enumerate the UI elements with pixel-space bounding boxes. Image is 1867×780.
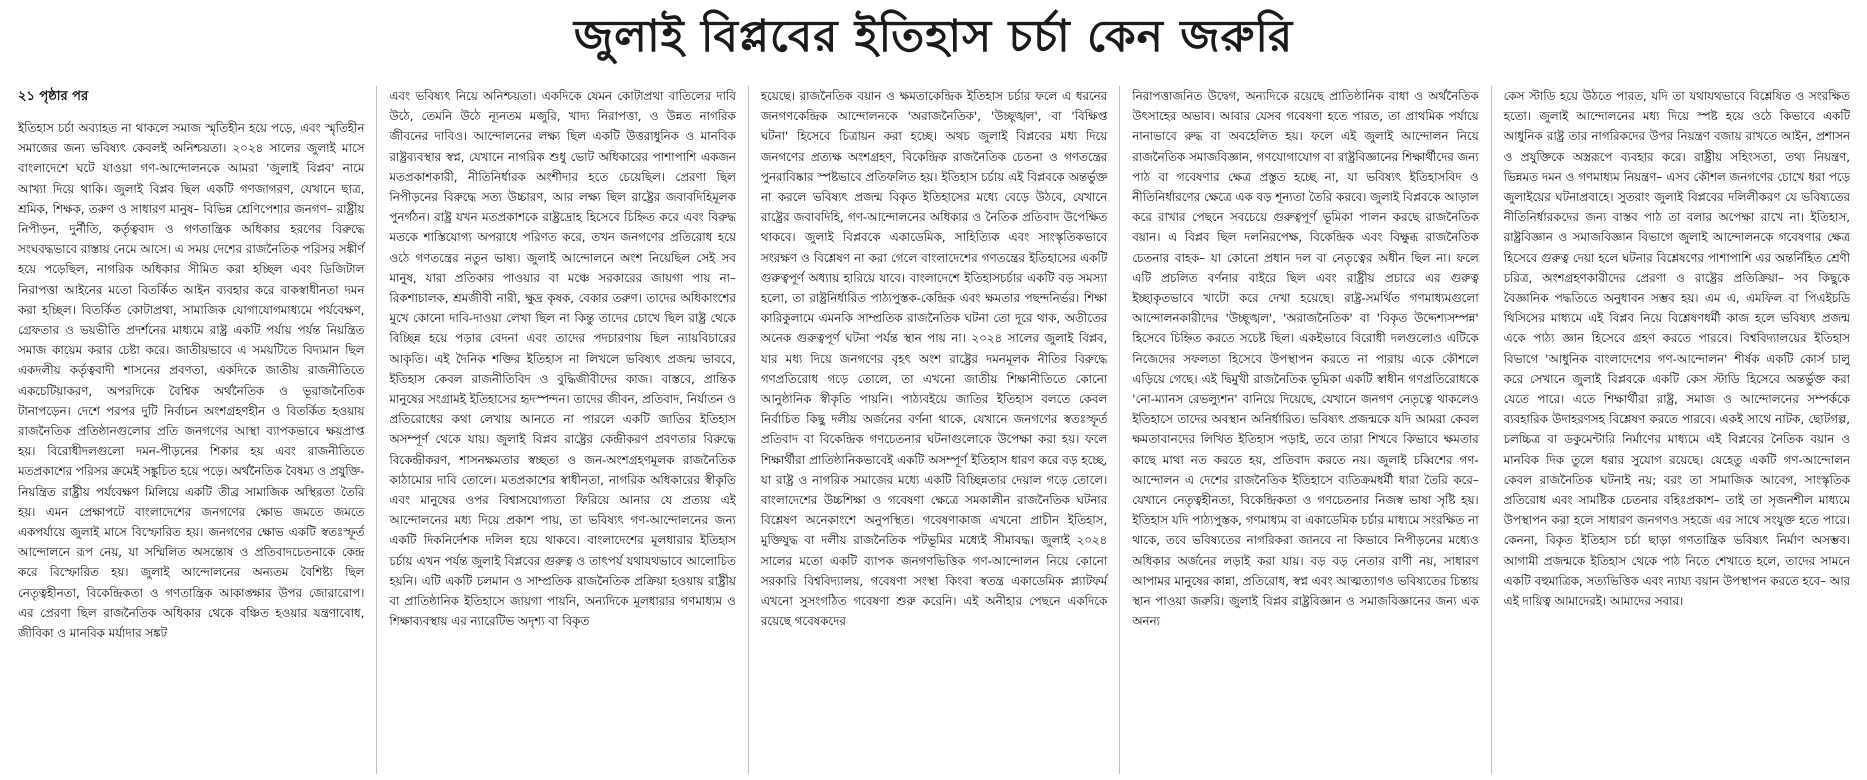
column-text: নিরাপত্তাজনিত উদ্বেগ, অন্যদিকে রয়েছে প্রাতিষ্ঠানিক বাধা ও অর্থনৈতিক উৎসাহের অভাব। আবার যেসব গবেষণা হতে পারত, তা প্রাথমিক পর্যায়ে নানাভাবে রুদ্ধ বা অবহেলিত হয়। ফলে এই জুলাই আন্দোলন নিয়ে রাজনৈতিক সমাজবিজ্ঞান, গণযোগাযোগ বা রাষ্ট্রবিজ্ঞানের শিক্ষার্থীদের জন্য পাঠ বা গবেষণার ক্ষেত্র প্রস্তুত হচ্ছে না, যা ভবিষ্যৎ ইতিহাসবিদ ও নীতিনির্ধারণের ক্ষেত্রে এক বড় শূন্যতা তৈরি করবে। জুলাই বিপ্লবকে আড়াল করে রাখার পেছনে সবচেয়ে গুরুত্বপূর্ণ ভূমিকা পালন করছে রাজনৈতিক বয়ান। এ বিপ্লব ছিল দলনিরপেক্ষ, বিকেন্দ্রিক এবং বিক্ষুব্ধ রাজনৈতিক চেতনার বাহক– যা কোনো প্রধান দল বা নেতৃত্বের অধীন ছিল না। ফলে এটি প্রচলিত বর্ণনার বাইরে ছিল এবং রাষ্ট্রীয় প্রচারে এর গুরুত্ব ইচ্ছাকৃতভাবে খাটো করে দেখা হয়েছে। রাষ্ট্র-সমর্থিত গণমাধ্যমগুলো আন্দোলনকারীদের 'উচ্ছৃঙ্খল', 'অরাজনৈতিক' বা 'বিকৃত উদ্দেশ্যসম্পন্ন' হিসেবে চিহ্নিত করতে সচেষ্ট ছিল। একইভাবে বিরোধী দলগুলোও এটিকে নিজেদের সফলতা হিসেবে উপস্থাপন করতে না পারায় একে কৌশলে এড়িয়ে গেছে। এই দ্বিমুখী রাজনৈতিক ভূমিকা একটি স্বাধীন গণপ্রতিরোধকে 'নো-ম্যানস রেভল্যুশন' বানিয়ে দিয়েছে, যেখানে জনগণ নেতৃত্বে থাকলেও ইতিহাসে তাদের অবস্থান অনির্ধারিত। ভবিষ্যৎ প্রজন্মকে যদি আমরা কেবল ক্ষমতাবানদের লিখিত ইতিহাস পড়াই, তবে তারা শিখবে কিভাবে ক্ষমতার কাছে মাথা নত করতে হয়, প্রতিবাদ করতে নয়। জুলাই চব্বিশের গণ-আন্দোলন এ দেশের রাজনৈতিক ইতিহাসে ব্যতিক্রমধর্মী ধারা তৈরি করে– যেখানে নেতৃত্বহীনতা, বিকেন্দ্রিকতা ও গণচেতনার নিজস্ব ভাষা সৃষ্টি হয়। ইতিহাস যদি পাঠ্যপুস্তক, গণমাধ্যম বা একাডেমিক চর্চার মাধ্যমে সংরক্ষিত না থাকে, তবে ভবিষ্যতের নাগরিকরা জানবে না কিভাবে নিপীড়নের মধ্যেও অধিকার অর্জনের লড়াই করা যায়। বড় বড় নেতার বাণী নয়, সাধারণ আপামর মানুষের কান্না, প্রতিরোধ, স্বপ্ন এবং আত্মত্যাগও ভবিষ্যতের চিন্তায় স্থান পাওয়া জরুরি। জুলাই বিপ্লব রাষ্ট্রবিজ্ঞান ও সমাজবিজ্ঞানের জন্য এক অনন্য	[1132, 89, 1479, 629]
article-column-1	[18, 86, 376, 774]
column-text: এবং ভবিষ্যৎ নিয়ে অনিশ্চয়তা। একদিকে যেমন কোটাপ্রথা বাতিলের দাবি উঠে, তেমনি উঠে ন্যূনতম মজুরি, খাদ্য নিরাপত্তা, ও উন্নত নাগরিক জীবনের দাবিও। আন্দোলনের লক্ষ্য ছিল একটি উত্তরাধুনিক ও মানবিক রাষ্ট্রব্যবস্থার স্বপ্ন, যেখানে নাগরিক শুধু ভোট অধিকারের পাশাপাশি একজন মতপ্রকাশকারী, নীতিনির্ধারক অংশীদার হতে চেয়েছিল। প্রেরণা ছিল নিপীড়নের বিরুদ্ধে সত্য উচ্চারণ, আর লক্ষ্য ছিল রাষ্ট্রের জবাবদিহিমূলক পুনর্গঠন। রাষ্ট্র যখন মতপ্রকাশকে রাষ্ট্রদ্রোহ হিসেবে চিহ্নিত করে এবং বিরুদ্ধ মতকে শাস্তিযোগ্য অপরাধে পরিণত করে, তখন জনগণের প্রতিরোধ হয়ে ওঠে গণতন্ত্রের নতুন ভাষ্য। জুলাই আন্দোলনে অংশ নিয়েছিল সেই সব মানুষ, যারা প্রতিকার পাওয়ার বা মঞ্চে সরকারের জায়গা পায় না– রিকশাচালক, শ্রমজীবী নারী, ক্ষুদ্র কৃষক, বেকার তরুণ। তাদের অধিকাংশের মুখে কোনো দাবি-দাওয়া লেখা ছিল না কিন্তু তাদের চোখে ছিল রাষ্ট্র থেকে বিচ্ছিন্ন হয়ে পড়ার বেদনা এবং তাদের পদচারণায় ছিল ন্যায়বিচারের আকৃতি। এই দৈনিক শক্তির ইতিহাস না লিখলে ভবিষ্যৎ প্রজন্ম ভাববে, ইতিহাস কেবল রাজনীতিবিদ ও বুদ্ধিজীবীদের কাজ। বাস্তবে, প্রান্তিক মানুষের সংগ্রামই ইতিহাসের হৃদস্পন্দন। তাদের জীবন, প্রতিবাদ, নির্যাতন ও প্রতিরোধের কথা লেখায় আনতে না পারলে একটি জাতির ইতিহাস অসম্পূর্ণ থেকে যায়। জুলাই বিপ্লব রাষ্ট্রের কেন্দ্রীকরণ প্রবণতার বিরুদ্ধে বিকেন্দ্রীকরণ, শাসনক্ষমতার স্বচ্ছতা ও জন-অংশগ্রহণমূলক রাজনৈতিক কাঠামোর দাবি তোলে। মতপ্রকাশের স্বাধীনতা, নাগরিক অধিকারের স্বীকৃতি এবং মানুষের ওপর বিশ্বাসযোগ্যতা ফিরিয়ে আনার যে প্রত্যয় এই আন্দোলনের মধ্য দিয়ে প্রকাশ পায়, তা ভবিষ্যৎ গণ-আন্দোলনের জন্য একটি দিকনির্দেশক দলিল হয়ে থাকবে। বাংলাদেশের মূলধারার ইতিহাস চর্চায় এখন পর্যন্ত জুলাই বিপ্লবের গুরুত্ব ও তাৎপর্য যথাযথভাবে আলোচিত হয়নি। এটি একটি চলমান ও সাম্প্রতিক রাজনৈতিক প্রক্রিয়া হওয়ায় রাষ্ট্রীয় বা প্রাতিষ্ঠানিক ইতিহাসে জায়গা পায়নি, অন্যদিকে মূলধারার গণমাধ্যম ও শিক্ষাব্যবস্থায় এর ন্যারেটিভ অদৃশ্য বা বিকৃত	[389, 89, 736, 629]
article-column-4	[1119, 86, 1490, 774]
column-text: কেস স্টাডি হয়ে উঠতে পারত, যদি তা যথাযথভাবে বিশ্লেষিত ও সংরক্ষিত হতো। জুলাই আন্দোলনের মধ্য দিয়ে স্পষ্ট হয়ে ওঠে কিভাবে একটি আধুনিক রাষ্ট্র তার নাগরিকদের উপর নিয়ন্ত্রণ বজায় রাখতে আইন, প্রশাসন ও প্রযুক্তিকে অস্ত্ররূপে ব্যবহার করে। রাষ্ট্রীয় সহিংসতা, তথ্য নিয়ন্ত্রণ, ভিন্নমত দমন ও গণমাধ্যম নিয়ন্ত্রণ– এসব কৌশল জনগণের চোখে ধরা পড়ে জুলাইয়ের ঘটনাপ্রবাহে। সুতরাং জুলাই বিপ্লবের দলিলীকরণ যে ভবিষ্যতের নীতিনির্ধারকদের জন্য বাস্তব পাঠ তা বলার অপেক্ষা রাখে না। ইতিহাস, রাষ্ট্রবিজ্ঞান ও সমাজবিজ্ঞান বিভাগে জুলাই আন্দোলনকে গবেষণার ক্ষেত্র হিসেবে গুরুত্ব দেয়া হলে ঘটনার বিশ্লেষণের পাশাপাশি এর অন্তর্নিহিত শ্রেণী চরিত্র, অংশগ্রহণকারীদের প্রেরণা ও রাষ্ট্রের প্রতিক্রিয়া– সব কিছুকে বৈজ্ঞানিক পদ্ধতিতে অনুধাবন সম্ভব হয়। এম এ, এমফিল বা পিএইচডি থিসিসের মাধ্যমে এই বিপ্লব নিয়ে বিশ্লেষণধর্মী কাজ হলে ভবিষ্যৎ প্রজন্ম একে পাঠ্য জ্ঞান হিসেবে গ্রহণ করতে পারবে। বিশ্ববিদ্যালয়ের ইতিহাস বিভাগে 'আধুনিক বাংলাদেশের গণ-আন্দোলন' শীর্ষক একটি কোর্স চালু করে সেখানে জুলাই বিপ্লবকে একটি কেস স্টাডি হিসেবে অন্তর্ভুক্ত করা যেতে পারে। এতে শিক্ষার্থীরা রাষ্ট্র, সমাজ ও আন্দোলনের সম্পর্ককে ব্যবহারিক উদাহরণসহ বিশ্লেষণ করতে পারবে। একই সাথে নাটক, ছোটগল্প, চলচ্চিত্র বা ডকুমেন্টারি নির্মাণের মাধ্যমে এই বিপ্লবের নৈতিক বয়ান ও মানবিক দিক তুলে ধরার সুযোগ রয়েছে। যেহেতু একটি গণ-আন্দোলন কেবল রাজনৈতিক ঘটনাই নয়; বরং তা সামাজিক আবেগ, সাংস্কৃতিক প্রতিরোধ এবং সামষ্টিক চেতনার বহিঃপ্রকাশ– তাই তা সৃজনশীল মাধ্যমে উপস্থাপন করা হলে সাধারণ জনগণও সহজে এর সাথে সংযুক্ত হতে পারে। কেননা, বিকৃত ইতিহাস চর্চা ছাড়া গণতান্ত্রিক ভবিষ্যৎ নির্মাণ অসম্ভব। আগামী প্রজন্মকে ইতিহাস থেকে পাঠ নিতে শেখাতে হলে, তাদের সামনে একটি বহুমাত্রিক, সত্যভিত্তিক এবং ন্যায্য বয়ান উপস্থাপন করতে হবে– আর এই দায়িত্ব আমাদেরই। আমাদের সবার।	[1503, 89, 1851, 609]
article-headline: জুলাই বিপ্লবের ইতিহাস চর্চা কেন জরুরি	[573, 11, 1294, 62]
article-column-3	[748, 86, 1119, 774]
column-text: হয়েছে। রাজনৈতিক বয়ান ও ক্ষমতাকেন্দ্রিক ইতিহাস চর্চার ফলে এ ধরনের জনগণকেন্দ্রিক আন্দোলনকে 'অরাজনৈতিক', 'উচ্ছৃঙ্খল', বা 'বিক্ষিপ্ত ঘটনা' হিসেবে চিত্রায়ন করা হচ্ছে। অথচ জুলাই বিপ্লবের মধ্য দিয়ে জনগণের প্রত্যক্ষ অংশগ্রহণ, বিকেন্দ্রিক রাজনৈতিক চেতনা ও গণতন্ত্রের পুনরাবিষ্কার স্পষ্টভাবে প্রতিফলিত হয়। ইতিহাস চর্চায় এই বিপ্লবকে অন্তর্ভুক্ত না করলে ভবিষ্যৎ প্রজন্ম বিকৃত ইতিহাসের মধ্যে বেড়ে উঠবে, যেখানে রাষ্ট্রের জবাবদিহি, গণ-আন্দোলনের অধিকার ও নৈতিক প্রতিবাদ উপেক্ষিত থাকবে। জুলাই বিপ্লবকে একাডেমিক, সাহিত্যিক এবং সাংস্কৃতিকভাবে সংরক্ষণ ও বিশ্লেষণ না করা গেলে বাংলাদেশের গণতন্ত্রের ইতিহাসের একটি গুরুত্বপূর্ণ অধ্যায় হারিয়ে যাবে। বাংলাদেশে ইতিহাসচর্চার একটি বড় সমস্যা হলো, তা রাষ্ট্রনির্ধারিত পাঠ্যপুস্তক-কেন্দ্রিক এবং ক্ষমতার পছন্দনির্ভর। শিক্ষা কারিকুলামে এমনকি সাম্প্রতিক রাজনৈতিক ঘটনা তো দূরে থাক, অতীতের অনেক গুরুত্বপূর্ণ ঘটনা পর্যন্ত স্থান পায় না। ২০২৪ সালের জুলাই বিপ্লব, যার মধ্য দিয়ে জনগণের বৃহৎ অংশ রাষ্ট্রের দমনমূলক নীতির বিরুদ্ধে গণপ্রতিরোধ গড়ে তোলে, তা এখনো জাতীয় শিক্ষানীতিতে কোনো আনুষ্ঠানিক স্বীকৃতি পায়নি। পাঠ্যবইয়ে জাতির ইতিহাস বলতে কেবল নির্বাচিত কিছু দলীয় অর্জনের বর্ণনা থাকে, যেখানে জনগণের স্বতঃস্ফূর্ত প্রতিবাদ বা বিকেন্দ্রিক গণচেতনার ঘটনাগুলোকে উপেক্ষা করা হয়। ফলে শিক্ষার্থীরা প্রাতিষ্ঠানিকভাবেই একটি অসম্পূর্ণ ইতিহাস ধারণ করে বড় হচ্ছে, যা রাষ্ট্র ও নাগরিক সমাজের মধ্যে একটি বিচ্ছিন্নতার দেয়াল গড়ে তোলে। বাংলাদেশের উচ্চশিক্ষা ও গবেষণা ক্ষেত্রে সমকালীন রাজনৈতিক ঘটনার বিশ্লেষণ অনেকাংশে অনুপস্থিত। গবেষণাকাজ এখনো প্রাচীন ইতিহাস, মুক্তিযুদ্ধ বা দলীয় রাজনৈতিক পটভূমির মধ্যেই সীমাবদ্ধ। জুলাই ২০২৪ সালের মতো একটি ব্যাপক জনগণভিত্তিক গণ-আন্দোলন নিয়ে কোনো সরকারি বিশ্ববিদ্যালয়, গবেষণা সংস্থা কিংবা স্বতন্ত্র একাডেমিক প্ল্যাটফর্ম এখনো সুসংগঠিত গবেষণা শুরু করেনি। এই অনীহার পেছনে একদিকে রয়েছে গবেষকদের	[760, 89, 1108, 629]
continued-from-label: ২১ পৃষ্ঠার পর	[18, 89, 89, 104]
article-column-5	[1491, 86, 1850, 774]
article-column-2	[376, 86, 747, 774]
article-body	[18, 86, 1850, 774]
column-text: ইতিহাস চর্চা অব্যাহত না থাকলে সমাজ স্মৃতিহীন হয়ে পড়ে, এবং স্মৃতিহীন সমাজের জন্য ভবিষ্যৎ কেবলই অনিশ্চয়তা। ২০২৪ সালের জুলাই মাসে বাংলাদেশে ঘটে যাওয়া গণ-আন্দোলনকে আমরা 'জুলাই বিপ্লব' নামে আখ্যা দিয়ে থাকি। জুলাই বিপ্লব ছিল একটি গণজাগরণ, যেখানে ছাত্র, শ্রমিক, শিক্ষক, তরুণ ও সাধারণ মানুষ– বিভিন্ন শ্রেণিপেশার জনগণ– রাষ্ট্রীয় নিপীড়ন, দুর্নীতি, কর্তৃত্ববাদ ও গণতান্ত্রিক অধিকার হরণের বিরুদ্ধে সংঘবদ্ধভাবে রাস্তায় নেমে আসে। এ সময় দেশের রাজনৈতিক পরিসর সঙ্কীর্ণ হয়ে পড়েছিল, নাগরিক অধিকার সীমিত করা হচ্ছিল এবং ডিজিটাল নিরাপত্তা আইনের মতো বিতর্কিত আইন ব্যবহার করে বাকস্বাধীনতা দমন করা হচ্ছিল। বিতর্কিত কোটাপ্রথা, সামাজিক যোগাযোগমাধ্যমে পর্যবেক্ষণ, গ্রেফতার ও ভয়ভীতি প্রদর্শনের মাধ্যমে রাষ্ট্র একটি পর্যায় পর্যন্ত নিয়ন্ত্রিত সমাজ কায়েম করার চেষ্টা করে। জাতীয়ভাবে এ সময়টিতে বিদ্যমান ছিল একদলীয় কর্তৃত্ববাদী শাসনের প্রবণতা, একদিকে জাতীয় রাজনীতিতে একচেটিয়াকরণ, অপরদিকে বৈশ্বিক অর্থনৈতিক ও ভূরাজনৈতিক টানাপড়েন। দেশে পরপর দুটি নির্বাচন অংশগ্রহণহীন ও বিতর্কিত হওয়ায় রাজনৈতিক প্রতিষ্ঠানগুলোর প্রতি জনগণের আস্থা ব্যাপকভাবে ক্ষয়প্রাপ্ত হয়। বিরোধীদলগুলো দমন-পীড়নের শিকার হয় এবং রাজনীতিতে মতপ্রকাশের পরিসর ক্রমেই সঙ্কুচিত হয়ে পড়ে। অর্থনৈতিক বৈষম্য ও প্রযুক্তি-নিয়ন্ত্রিত রাষ্ট্রীয় পর্যবেক্ষণ মিলিয়ে একটি তীব্র সামাজিক অস্থিরতা তৈরি হয়। এমন প্রেক্ষাপটে বাংলাদেশের জনগণের ক্ষোভ জমতে জমতে একপর্যায়ে জুলাই মাসে বিস্ফোরিত হয়। জনগণের ক্ষোভ একটি স্বতঃস্ফূর্ত আন্দোলনে রূপ নেয়, যা সম্মিলিত অসন্তোষ ও প্রতিবাদচেতনাকে কেন্দ্র করে বিস্ফোরিত হয়। জুলাই আন্দোলনের অন্যতম বৈশিষ্ট্য ছিল নেতৃত্বহীনতা, বিকেন্দ্রিকতা ও গণতান্ত্রিক আকাঙ্ক্ষার উপর জোরারোপ। এর প্রেরণা ছিল রাজনৈতিক অধিকার থেকে বঞ্চিত হওয়ার যন্ত্রণাবোধ, জীবিকা ও মানবিক মর্যাদার সঙ্কট	[18, 121, 365, 641]
